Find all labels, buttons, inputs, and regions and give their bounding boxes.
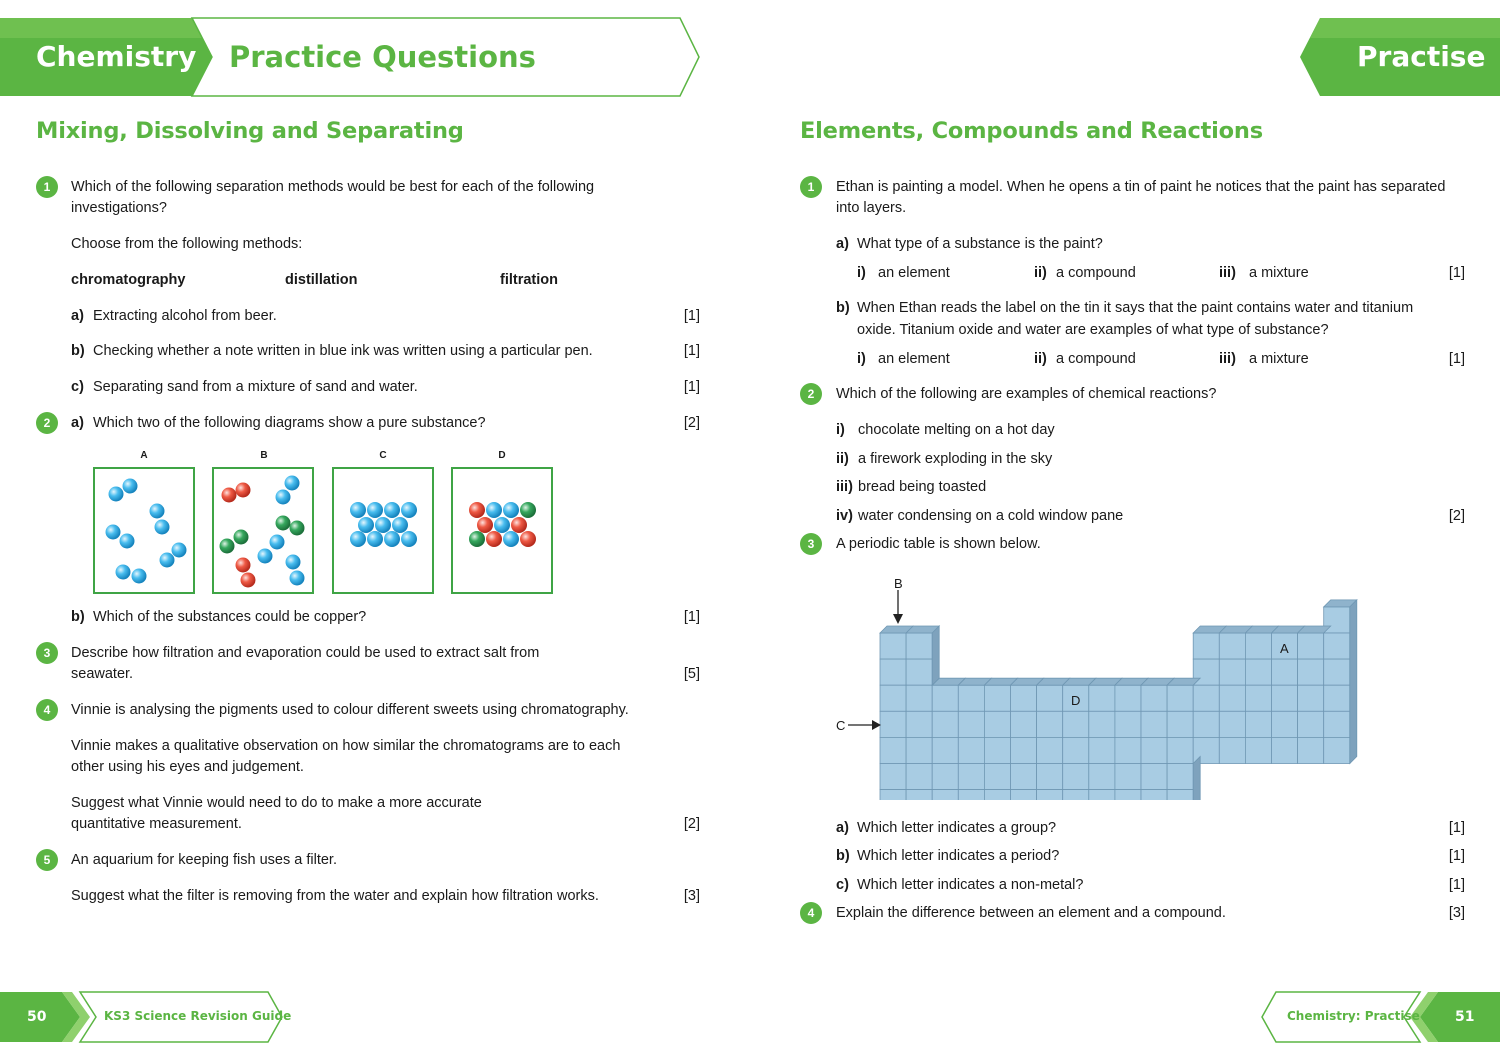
ptable-side-inner (932, 626, 939, 685)
ptable-cell (1324, 685, 1350, 711)
q3-number: 3 (36, 642, 58, 664)
rq1b-opt2-text: a compound (1056, 351, 1136, 367)
rq1b-text-line2: oxide. Titanium oxide and water are examples of what type of substance? (857, 322, 1329, 338)
rq2-number: 2 (800, 383, 822, 405)
rq3c-label: c) (836, 877, 849, 893)
method-filtration: filtration (500, 272, 558, 288)
ptable-cell (1037, 685, 1063, 711)
ptable-cell (1089, 764, 1115, 790)
ptable-side (1350, 600, 1357, 764)
q2-number: 2 (36, 412, 58, 434)
ptable-cell (958, 790, 984, 800)
ptable-cell (1089, 790, 1115, 800)
ptable-cell (1167, 764, 1193, 790)
q1b-label: b) (71, 343, 85, 359)
ptable-cell (1037, 711, 1063, 737)
q1c-label: c) (71, 379, 84, 395)
q4-text-line1: Vinnie is analysing the pigments used to colour different sweets using chromatography. (71, 702, 629, 718)
q1-text-line2: investigations? (71, 200, 167, 216)
ptable-cell (1167, 711, 1193, 737)
method-chromatography: chromatography (71, 272, 186, 288)
ptable-cell (1115, 737, 1141, 763)
ptable-cell (1167, 790, 1193, 800)
rq3b-text: Which letter indicates a period? (857, 848, 1060, 864)
ptable-cell (1245, 659, 1271, 685)
q2a-text: Which two of the following diagrams show a pure substance? (93, 415, 486, 431)
ptable-cell (906, 790, 932, 800)
rq1-text-line2: into layers. (836, 200, 907, 216)
rq2-item2-text: a firework exploding in the sky (858, 451, 1053, 467)
q1a-mark: [1] (683, 308, 700, 324)
ptable-cell (880, 790, 906, 800)
diagram-label-d: D (498, 450, 506, 461)
rq2-item3-label: iii) (836, 479, 853, 495)
diagram-label-b: B (260, 450, 268, 461)
rq1b-opt1-label: i) (857, 351, 866, 367)
ptable-cell (984, 790, 1010, 800)
ptable-cell (984, 764, 1010, 790)
ptable-cell (1141, 737, 1167, 763)
q1c-mark: [1] (683, 379, 700, 395)
ptable-cell (1272, 685, 1298, 711)
q1-choose: Choose from the following methods: (71, 236, 303, 252)
ptable-cell (1089, 711, 1115, 737)
header-subject: Chemistry (36, 40, 197, 73)
ptable-cell (1272, 711, 1298, 737)
ptable-cell (932, 711, 958, 737)
rq2-item1-text: chocolate melting on a hot day (858, 422, 1055, 438)
q5-number: 5 (36, 849, 58, 871)
rq1a-opt2-label: ii) (1034, 265, 1047, 281)
rq3c-text: Which letter indicates a non-metal? (857, 877, 1084, 893)
ptable-cell (1063, 711, 1089, 737)
footer-left-title: KS3 Science Revision Guide (104, 1009, 292, 1023)
rq1a-opt3-text: a mixture (1249, 265, 1309, 281)
ptable-cell (1063, 790, 1089, 800)
q3-text-line1: Describe how filtration and evaporation could be used to extract salt from (71, 645, 540, 661)
ptable-cell (880, 737, 906, 763)
ptable-cell (880, 711, 906, 737)
rq3-text: A periodic table is shown below. (836, 536, 1041, 552)
ptable-cell (906, 711, 932, 737)
q2a-label: a) (71, 415, 84, 431)
ptable-cell (984, 737, 1010, 763)
rq2-item4-label: iv) (836, 508, 853, 524)
ptable-cell (1141, 685, 1167, 711)
rq1a-mark: [1] (1448, 265, 1465, 281)
rq4-number: 4 (800, 902, 822, 924)
ptable-side-lower (1193, 757, 1200, 801)
ptable-cell (1167, 737, 1193, 763)
q4-mark: [2] (683, 816, 700, 832)
q2b-label: b) (71, 609, 85, 625)
ptable-cell (1037, 790, 1063, 800)
periodic-table-diagram (830, 570, 1370, 800)
ptable-cell (958, 737, 984, 763)
ptable-cell (1037, 764, 1063, 790)
rq3a-text: Which letter indicates a group? (857, 820, 1057, 836)
ptable-cell (1324, 633, 1350, 659)
left-section-title: Mixing, Dissolving and Separating (36, 118, 464, 144)
ptable-cell (1063, 737, 1089, 763)
ptable-cell (958, 764, 984, 790)
rq3b-mark: [1] (1448, 848, 1465, 864)
ptable-cell (906, 764, 932, 790)
ptable-cell (984, 685, 1010, 711)
footer-right-page-number: 51 (1455, 1009, 1475, 1025)
q4-text-line4: Suggest what Vinnie would need to do to make a more accurate (71, 795, 482, 811)
q1b-text: Checking whether a note written in blue ink was written using a particular pen. (93, 343, 593, 359)
ptable-cell (1272, 659, 1298, 685)
method-distillation: distillation (285, 272, 358, 288)
particle-diagrams (90, 464, 560, 599)
rq3-number: 3 (800, 533, 822, 555)
rq1b-opt2-label: ii) (1034, 351, 1047, 367)
ptable-cell (1298, 711, 1324, 737)
diagram-label-a: A (140, 450, 148, 461)
rq3a-mark: [1] (1448, 820, 1465, 836)
ptable-label-a: A (1280, 641, 1289, 656)
ptable-cell (1219, 659, 1245, 685)
q1c-text: Separating sand from a mixture of sand and water. (93, 379, 418, 395)
ptable-cell (1115, 685, 1141, 711)
rq4-mark: [3] (1448, 905, 1465, 921)
ptable-cell (1219, 633, 1245, 659)
rq1b-opt3-label: iii) (1219, 351, 1236, 367)
ptable-cell (958, 685, 984, 711)
rq1b-opt3-text: a mixture (1249, 351, 1309, 367)
ptable-cell (1245, 633, 1271, 659)
q1b-mark: [1] (683, 343, 700, 359)
ptable-cell (1193, 633, 1219, 659)
rq2-mark: [2] (1448, 508, 1465, 524)
rq1a-opt1-text: an element (878, 265, 950, 281)
q1a-text: Extracting alcohol from beer. (93, 308, 277, 324)
q5-text-line1: An aquarium for keeping fish uses a filter. (71, 852, 337, 868)
ptable-label-c: C (836, 718, 846, 733)
rq2-item4-text: water condensing on a cold window pane (858, 508, 1124, 524)
rq1a-opt2-text: a compound (1056, 265, 1136, 281)
ptable-cell (1219, 737, 1245, 763)
ptable-cell (1141, 764, 1167, 790)
q1-number: 1 (36, 176, 58, 198)
ptable-cell (1245, 711, 1271, 737)
ptable-cell (880, 633, 906, 659)
ptable-cell (1219, 685, 1245, 711)
rq1-number: 1 (800, 176, 822, 198)
ptable-cell (932, 685, 958, 711)
ptable-cell (1089, 685, 1115, 711)
ptable-cell (1141, 711, 1167, 737)
q1-text-line1: Which of the following separation methods would be best for each of the following (71, 179, 595, 195)
ptable-cell (1011, 764, 1037, 790)
footer-right-title: Chemistry: Practise (1287, 1009, 1420, 1023)
rq1a-opt3-label: iii) (1219, 265, 1236, 281)
q4-text-line2: Vinnie makes a qualitative observation on how similar the chromatograms are to each (71, 738, 621, 754)
ptable-cell (880, 685, 906, 711)
rq2-text: Which of the following are examples of chemical reactions? (836, 386, 1217, 402)
ptable-label-b: B (894, 576, 903, 591)
ptable-cell (1115, 711, 1141, 737)
rq3c-mark: [1] (1448, 877, 1465, 893)
rq1a-label: a) (836, 236, 849, 252)
ptable-cell (932, 764, 958, 790)
ptable-cell (880, 764, 906, 790)
header-banner (0, 0, 1500, 100)
ptable-cell (880, 659, 906, 685)
ptable-cell (906, 633, 932, 659)
q3-mark: [5] (683, 666, 700, 682)
rq1b-mark: [1] (1448, 351, 1465, 367)
header-right-tab: Practise (1357, 40, 1486, 73)
ptable-cell (1193, 685, 1219, 711)
diagram-label-c: C (379, 450, 387, 461)
ptable-cell (984, 711, 1010, 737)
footer-left-page-number: 50 (27, 1009, 47, 1025)
ptable-cell (1298, 737, 1324, 763)
rq1a-text: What type of a substance is the paint? (857, 236, 1103, 252)
ptable-cell (1298, 685, 1324, 711)
ptable-cell (906, 685, 932, 711)
ptable-cell (1324, 711, 1350, 737)
ptable-cell (1011, 711, 1037, 737)
rq1a-opt1-label: i) (857, 265, 866, 281)
rq1b-label: b) (836, 300, 850, 316)
rq2-item3-text: bread being toasted (858, 479, 987, 495)
q4-text-line5: quantitative measurement. (71, 816, 242, 832)
ptable-cell (1141, 790, 1167, 800)
ptable-cell (958, 711, 984, 737)
q5-text-line2: Suggest what the filter is removing from the water and explain how filtration works. (71, 888, 599, 904)
q4-number: 4 (36, 699, 58, 721)
rq4-text: Explain the difference between an element and a compound. (836, 905, 1226, 921)
ptable-cell (1245, 685, 1271, 711)
ptable-cell (1272, 737, 1298, 763)
rq1b-opt1-text: an element (878, 351, 950, 367)
ptable-cell (1011, 685, 1037, 711)
ptable-cell (1298, 659, 1324, 685)
ptable-cell (906, 737, 932, 763)
rq2-item1-label: i) (836, 422, 845, 438)
right-section-title: Elements, Compounds and Reactions (800, 118, 1263, 144)
rq2-item2-label: ii) (836, 451, 849, 467)
rq3a-label: a) (836, 820, 849, 836)
ptable-cell (1219, 711, 1245, 737)
ptable-cell (1089, 737, 1115, 763)
ptable-cell (1011, 737, 1037, 763)
q2a-mark: [2] (683, 415, 700, 431)
q4-text-line3: other using his eyes and judgement. (71, 759, 304, 775)
ptable-cell (1324, 737, 1350, 763)
ptable-cell (1298, 633, 1324, 659)
ptable-label-d: D (1071, 693, 1081, 708)
ptable-cell (1011, 790, 1037, 800)
q5-mark: [3] (683, 888, 700, 904)
q1a-label: a) (71, 308, 84, 324)
ptable-cell (1324, 659, 1350, 685)
rq1-text-line1: Ethan is painting a model. When he opens a tin of paint he notices that the paint has separated (836, 179, 1446, 195)
ptable-cell (1115, 790, 1141, 800)
q2b-mark: [1] (683, 609, 700, 625)
ptable-cell (1115, 764, 1141, 790)
header-title: Practice Questions (229, 40, 536, 74)
ptable-cell (1063, 764, 1089, 790)
ptable-cell (932, 790, 958, 800)
rq3b-label: b) (836, 848, 850, 864)
rq1b-text-line1: When Ethan reads the label on the tin it says that the paint contains water and titanium (857, 300, 1414, 316)
q3-text-line2: seawater. (71, 666, 134, 682)
ptable-cell (1193, 711, 1219, 737)
ptable-cell (1037, 737, 1063, 763)
q2b-text: Which of the substances could be copper? (93, 609, 367, 625)
ptable-cell (932, 737, 958, 763)
ptable-cell (906, 659, 932, 685)
ptable-cell (1245, 737, 1271, 763)
ptable-cell (1167, 685, 1193, 711)
